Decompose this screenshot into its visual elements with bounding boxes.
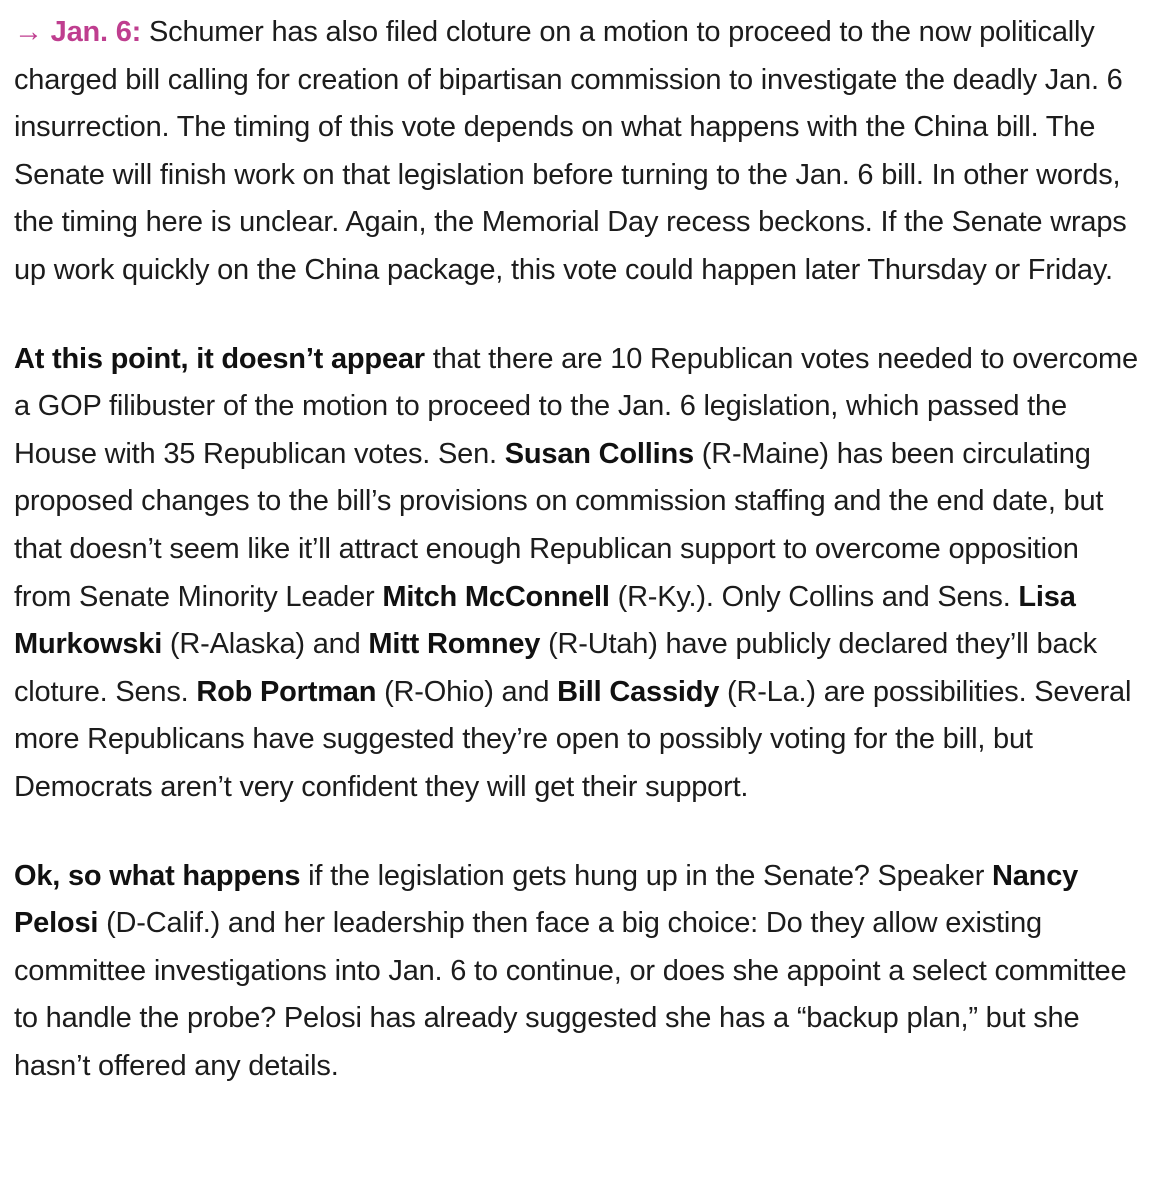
paragraph-text: if the legislation gets hung up in the Senate? Speaker [300,859,993,892]
name-mitch-mcconnell: Mitch McConnell [382,580,610,613]
paragraph-text: (R-La.) are possibilities. Several more Republicans have suggested they’re open to possibly voting for the bill, but Democrats aren’t very confident they will get their support. [14,675,1132,803]
name-susan-collins: Susan Collins [504,437,694,470]
paragraph-text: Schumer has also filed cloture on a motion to proceed to the now politically charged bill calling for creation of bipartisan commission to investigate the deadly Jan. 6 insurrection. The timing of this vote depends on what happens with the China bill. The Senate will finish work on that legislation before turning to the Jan. 6 bill. In other words, the timing here is unclear. Again, the Memorial Day recess beckons. If the Senate wraps up work quickly on the China package, this vote could happen later Thursday or Friday. [14,16,1127,286]
paragraph-text: (R-Ky.). Only Collins and Sens. [609,580,1019,613]
paragraph-text: (R-Maine) has been circulating proposed changes to the bill’s provisions on commission staffing and the end date, but that doesn’t seem like it’ll attract enough Republican support to overcome opposition from Senate Minority Leader [14,437,1104,613]
section-lead-jan6: → Jan. 6: [14,16,142,48]
paragraph-lead: At this point, it doesn’t appear [14,342,425,375]
paragraph-jan6 [14,9,1139,295]
article-body [14,9,1139,1131]
name-rob-portman: Rob Portman [196,675,377,708]
name-bill-cassidy: Bill Cassidy [557,675,720,708]
paragraph-text: (R-Alaska) and [162,628,369,661]
paragraph-text: (R-Ohio) and [376,675,558,708]
name-mitt-romney: Mitt Romney [368,628,541,661]
name-nancy-pelosi: Nancy Pelosi [14,859,1079,940]
name-lisa-murkowski: Lisa Murkowski [14,580,1076,661]
paragraph-votes [14,336,1139,812]
paragraph-lead: Ok, so what happens [14,859,301,892]
paragraph-text: that there are 10 Republican votes needed to overcome a GOP filibuster of the motion to proceed to the Jan. 6 legislation, which passed the House with 35 Republican votes. Sen. [14,342,1138,470]
paragraph-what-happens [14,853,1139,1091]
paragraph-text: (R-Utah) have publicly declared they’ll back cloture. Sens. [14,628,1097,708]
paragraph-text: (D-Calif.) and her leadership then face a big choice: Do they allow existing committee investigations into Jan. 6 to continue, or does she appoint a select committee to handle the probe? Pelosi has already suggested she has a “backup plan,” but she hasn’t offered any details. [14,907,1127,1082]
